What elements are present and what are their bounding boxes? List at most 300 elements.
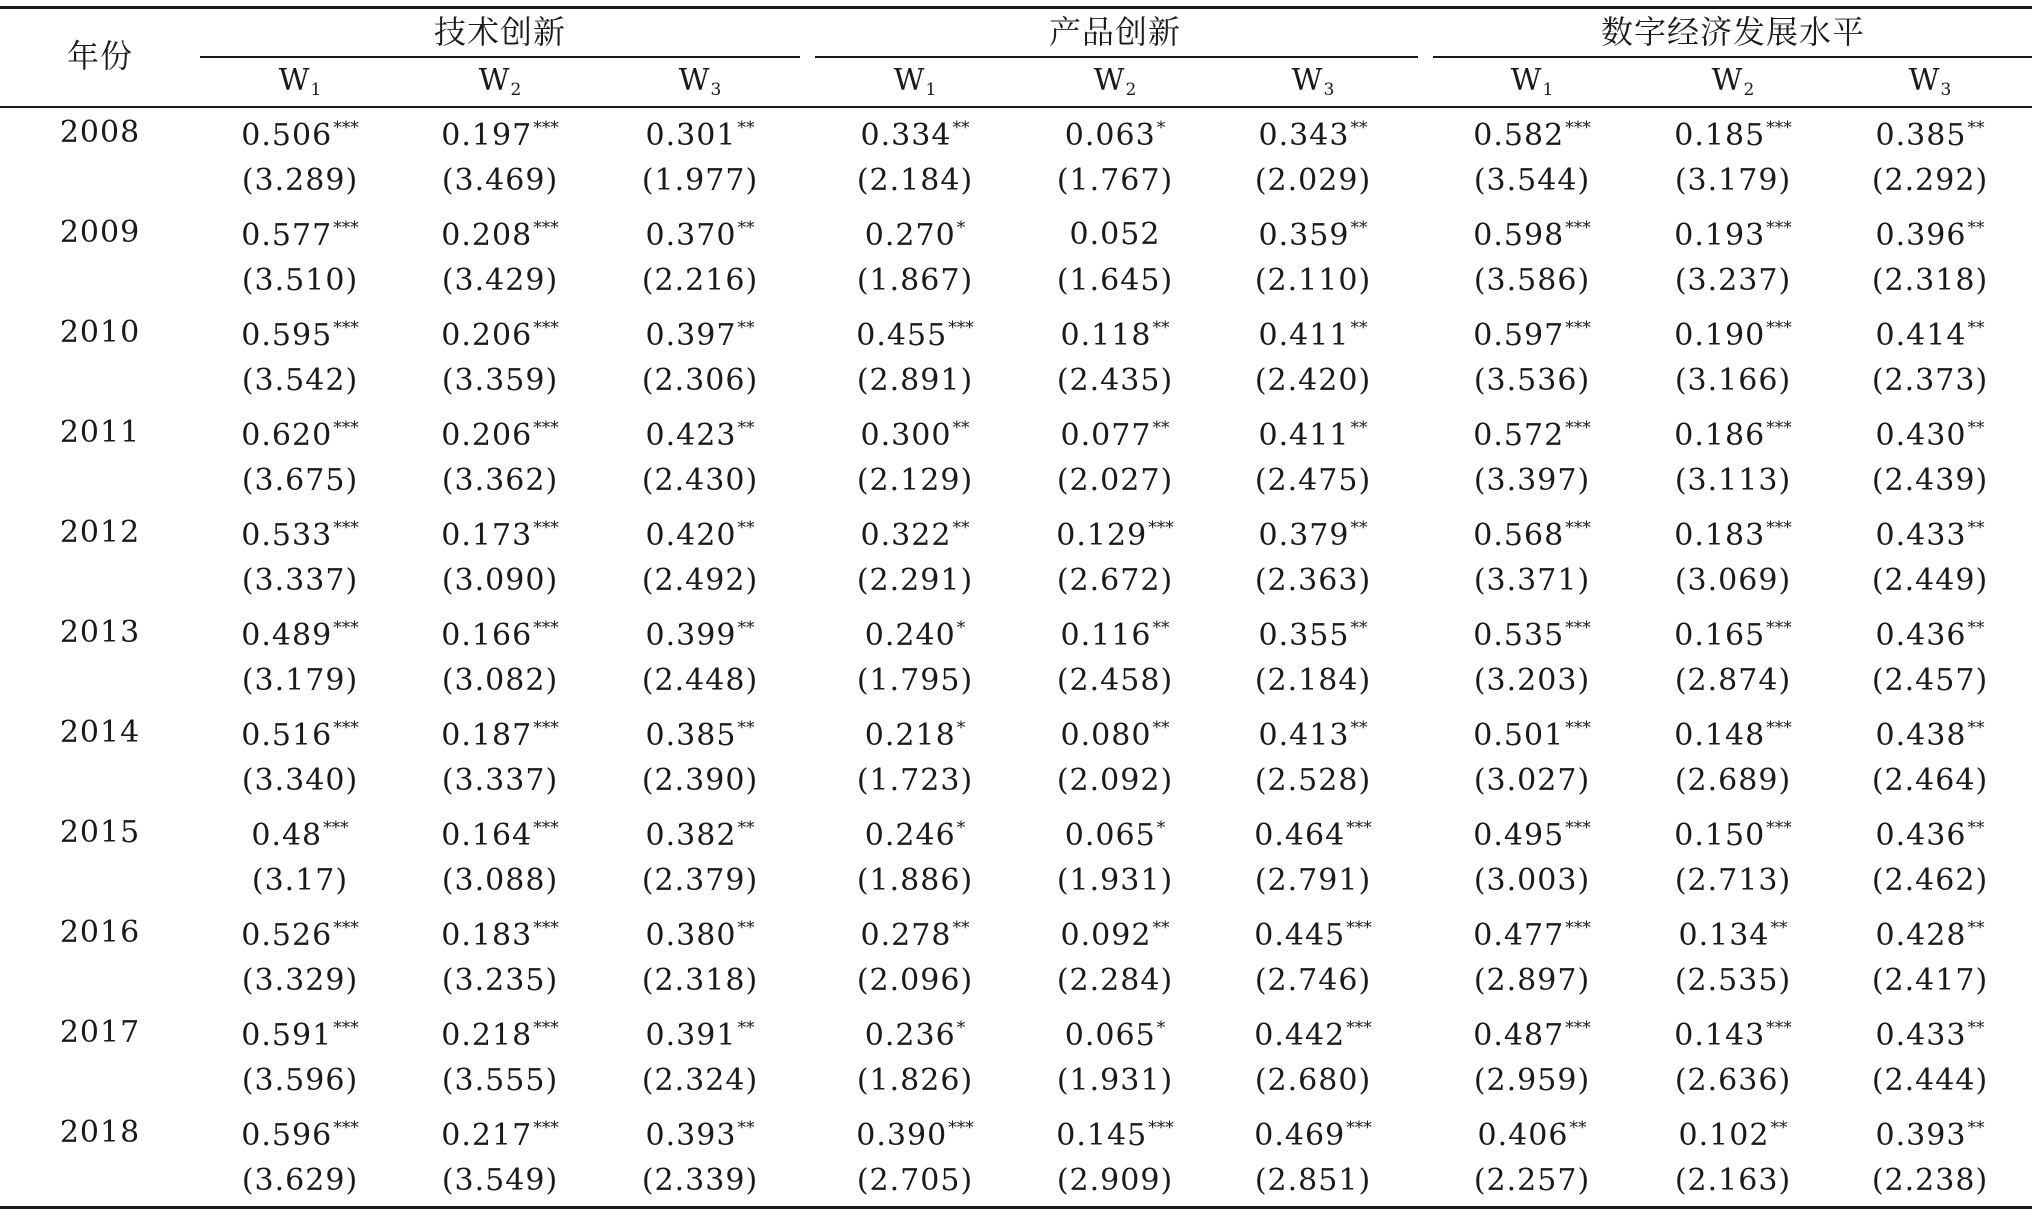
significance-stars: ** xyxy=(952,918,970,938)
significance-stars: *** xyxy=(1766,618,1792,638)
subcol-header xyxy=(1510,63,1554,100)
coefficient-cell xyxy=(1674,1020,1791,1051)
t-statistic-cell: (1.723) xyxy=(856,763,974,798)
t-statistic-cell: (2.851) xyxy=(1254,1163,1372,1198)
t-statistic-cell: (2.291) xyxy=(856,563,974,598)
significance-stars: ** xyxy=(952,518,970,538)
coefficient-value: 0.218 xyxy=(864,718,956,753)
coefficient-value: 0.300 xyxy=(860,418,952,453)
t-statistic-cell: (3.235) xyxy=(441,963,559,998)
coefficient-value: 0.206 xyxy=(441,418,533,453)
t-statistic-cell: (3.090) xyxy=(441,563,559,598)
significance-stars: *** xyxy=(333,218,359,238)
t-statistic-cell: (2.373) xyxy=(1871,363,1989,398)
coefficient-cell xyxy=(1061,320,1170,351)
coefficient-value: 0.065 xyxy=(1064,818,1156,853)
coefficient-value: 0.489 xyxy=(241,618,333,653)
significance-stars: ** xyxy=(952,418,970,438)
coefficient-cell xyxy=(1876,1120,1985,1151)
coefficient-cell xyxy=(1876,1020,1985,1051)
t-statistic-cell: (2.713) xyxy=(1674,863,1792,898)
subcol-header xyxy=(678,63,722,100)
coefficient-value: 0.166 xyxy=(441,618,533,653)
coefficient-cell xyxy=(646,120,755,151)
t-statistic-cell: (2.163) xyxy=(1674,1163,1792,1198)
significance-stars: ** xyxy=(1967,518,1985,538)
coefficient-value: 0.48 xyxy=(251,818,323,853)
coefficient-cell xyxy=(861,520,970,551)
coefficient-value: 0.501 xyxy=(1473,718,1565,753)
significance-stars: *** xyxy=(1148,518,1174,538)
subcol-header xyxy=(1711,63,1755,100)
significance-stars: * xyxy=(956,818,966,838)
t-statistic-cell: (3.003) xyxy=(1473,863,1591,898)
coefficient-value: 0.150 xyxy=(1674,818,1766,853)
coefficient-value: 0.526 xyxy=(241,918,333,953)
coefficient-value: 0.436 xyxy=(1875,618,1967,653)
significance-stars: *** xyxy=(1565,1018,1591,1038)
coefficient-cell xyxy=(241,920,358,951)
coefficient-cell xyxy=(241,1120,358,1151)
subcol-header xyxy=(893,63,937,100)
coefficient-value: 0.183 xyxy=(441,918,533,953)
t-statistic-cell: (3.179) xyxy=(241,663,359,698)
subcol-header-main: W xyxy=(478,63,511,98)
significance-stars: *** xyxy=(333,618,359,638)
coefficient-cell xyxy=(1473,1020,1590,1051)
coefficient-value: 0.533 xyxy=(241,518,333,553)
coefficient-cell xyxy=(861,120,970,151)
t-statistic-cell: (3.429) xyxy=(441,263,559,298)
significance-stars: ** xyxy=(1152,718,1170,738)
coefficient-cell xyxy=(1674,320,1791,351)
year-label: 2008 xyxy=(59,115,141,150)
t-statistic-cell: (3.675) xyxy=(241,463,359,498)
group-underline-1 xyxy=(200,56,800,58)
t-statistic-cell: (2.909) xyxy=(1056,1163,1174,1198)
significance-stars: * xyxy=(956,1018,966,1038)
t-statistic-cell: (2.458) xyxy=(1056,663,1174,698)
coefficient-value: 0.385 xyxy=(1875,118,1967,153)
significance-stars: *** xyxy=(533,918,559,938)
significance-stars: *** xyxy=(1766,818,1792,838)
t-statistic-cell: (2.464) xyxy=(1871,763,1989,798)
significance-stars: *** xyxy=(333,318,359,338)
coefficient-cell xyxy=(646,920,755,951)
coefficient-cell xyxy=(1056,1120,1173,1151)
coefficient-value: 0.399 xyxy=(645,618,737,653)
significance-stars: ** xyxy=(1770,918,1788,938)
significance-stars: *** xyxy=(1766,218,1792,238)
significance-stars: *** xyxy=(333,418,359,438)
coefficient-value: 0.411 xyxy=(1258,318,1350,353)
coefficient-cell xyxy=(441,620,558,651)
significance-stars: *** xyxy=(533,718,559,738)
table-header-rule xyxy=(0,106,2032,108)
t-statistic-cell: (3.17) xyxy=(251,863,349,898)
coefficient-value: 0.080 xyxy=(1060,718,1152,753)
t-statistic-cell: (2.705) xyxy=(856,1163,974,1198)
coefficient-cell xyxy=(1061,720,1170,751)
coefficient-cell xyxy=(441,120,558,151)
coefficient-cell xyxy=(1674,720,1791,751)
coefficient-cell xyxy=(1065,820,1165,851)
significance-stars: ** xyxy=(1350,118,1368,138)
coefficient-value: 0.236 xyxy=(864,1018,956,1053)
coefficient-cell xyxy=(241,720,358,751)
subcol-header xyxy=(478,63,522,100)
group-underline-3 xyxy=(1433,56,2032,58)
t-statistic-cell: (2.959) xyxy=(1473,1063,1591,1098)
significance-stars: *** xyxy=(533,318,559,338)
coefficient-value: 0.433 xyxy=(1875,518,1967,553)
t-statistic-cell: (3.337) xyxy=(241,563,359,598)
t-statistic-cell: (3.542) xyxy=(241,363,359,398)
coefficient-value: 0.217 xyxy=(441,1118,533,1153)
coefficient-value: 0.516 xyxy=(241,718,333,753)
significance-stars: ** xyxy=(737,918,755,938)
coefficient-cell xyxy=(1254,1120,1371,1151)
subcol-header-subscript: 2 xyxy=(1125,80,1137,100)
coefficient-cell xyxy=(1473,920,1590,951)
subcol-header-subscript: 2 xyxy=(1743,80,1755,100)
subcol-header-subscript: 3 xyxy=(710,80,722,100)
coefficient-cell xyxy=(865,620,965,651)
subcol-header-subscript: 1 xyxy=(925,80,937,100)
coefficient-cell xyxy=(241,420,358,451)
coefficient-value: 0.092 xyxy=(1060,918,1152,953)
coefficient-cell xyxy=(441,1020,558,1051)
t-statistic-cell: (2.448) xyxy=(641,663,759,698)
coefficient-cell xyxy=(1674,120,1791,151)
significance-stars: ** xyxy=(737,618,755,638)
coefficient-cell xyxy=(1254,1020,1371,1051)
coefficient-cell xyxy=(1069,217,1161,252)
significance-stars: *** xyxy=(533,818,559,838)
subcol-header-subscript: 3 xyxy=(1940,80,1952,100)
t-statistic-cell: (1.826) xyxy=(856,1063,974,1098)
coefficient-value: 0.506 xyxy=(241,118,333,153)
coefficient-value: 0.343 xyxy=(1258,118,1350,153)
coefficient-cell xyxy=(1259,720,1368,751)
coefficient-cell xyxy=(1259,120,1368,151)
coefficient-value: 0.487 xyxy=(1473,1018,1565,1053)
coefficient-value: 0.433 xyxy=(1875,1018,1967,1053)
coefficient-value: 0.572 xyxy=(1473,418,1565,453)
significance-stars: *** xyxy=(1148,1118,1174,1138)
t-statistic-cell: (2.430) xyxy=(641,463,759,498)
significance-stars: ** xyxy=(1152,418,1170,438)
table-bottom-rule xyxy=(0,1206,2032,1209)
t-statistic-cell: (2.636) xyxy=(1674,1063,1792,1098)
significance-stars: *** xyxy=(1766,418,1792,438)
t-statistic-cell: (3.329) xyxy=(241,963,359,998)
coefficient-cell xyxy=(1478,1120,1587,1151)
t-statistic-cell: (1.931) xyxy=(1056,1063,1174,1098)
t-statistic-cell: (2.363) xyxy=(1254,563,1372,598)
coefficient-value: 0.455 xyxy=(856,318,948,353)
t-statistic-cell: (3.536) xyxy=(1473,363,1591,398)
coefficient-value: 0.322 xyxy=(860,518,952,553)
coefficient-cell xyxy=(441,820,558,851)
coefficient-value: 0.301 xyxy=(645,118,737,153)
significance-stars: *** xyxy=(333,118,359,138)
t-statistic-cell: (2.689) xyxy=(1674,763,1792,798)
t-statistic-cell: (3.337) xyxy=(441,763,559,798)
coefficient-value: 0.208 xyxy=(441,218,533,253)
coefficient-cell xyxy=(865,720,965,751)
coefficient-cell xyxy=(646,420,755,451)
t-statistic-cell: (3.166) xyxy=(1674,363,1792,398)
coefficient-cell xyxy=(441,1120,558,1151)
coefficient-cell xyxy=(441,220,558,251)
t-statistic-cell: (1.977) xyxy=(641,163,759,198)
significance-stars: *** xyxy=(323,818,349,838)
t-statistic-cell: (2.390) xyxy=(641,763,759,798)
significance-stars: *** xyxy=(533,518,559,538)
t-statistic-cell: (2.184) xyxy=(856,163,974,198)
t-statistic-cell: (3.397) xyxy=(1473,463,1591,498)
coefficient-cell xyxy=(1876,120,1985,151)
subcol-header-main: W xyxy=(678,63,711,98)
coefficient-cell xyxy=(1259,520,1368,551)
coefficient-cell xyxy=(1061,420,1170,451)
significance-stars: ** xyxy=(1967,718,1985,738)
coefficient-cell xyxy=(441,420,558,451)
coefficient-cell xyxy=(1473,820,1590,851)
significance-stars: * xyxy=(956,618,966,638)
subcol-header-main: W xyxy=(1093,63,1126,98)
significance-stars: *** xyxy=(533,118,559,138)
coefficient-cell xyxy=(1259,420,1368,451)
year-label: 2010 xyxy=(59,315,141,350)
subcol-header-main: W xyxy=(1510,63,1543,98)
t-statistic-cell: (2.029) xyxy=(1254,163,1372,198)
coefficient-value: 0.370 xyxy=(645,218,737,253)
coefficient-cell xyxy=(1065,120,1165,151)
t-statistic-cell: (3.544) xyxy=(1473,163,1591,198)
coefficient-cell xyxy=(441,920,558,951)
significance-stars: ** xyxy=(1350,518,1368,538)
coefficient-value: 0.164 xyxy=(441,818,533,853)
coefficient-value: 0.577 xyxy=(241,218,333,253)
coefficient-value: 0.218 xyxy=(441,1018,533,1053)
coefficient-cell xyxy=(861,420,970,451)
subcol-header-main: W xyxy=(1291,63,1324,98)
t-statistic-cell: (2.027) xyxy=(1056,463,1174,498)
coefficient-cell xyxy=(1473,320,1590,351)
significance-stars: ** xyxy=(737,1018,755,1038)
t-statistic-cell: (2.535) xyxy=(1674,963,1792,998)
significance-stars: ** xyxy=(1967,1018,1985,1038)
t-statistic-cell: (2.110) xyxy=(1254,263,1372,298)
significance-stars: *** xyxy=(1766,718,1792,738)
coefficient-value: 0.597 xyxy=(1473,318,1565,353)
year-label: 2012 xyxy=(59,515,141,550)
significance-stars: *** xyxy=(1565,418,1591,438)
coefficient-cell xyxy=(1473,120,1590,151)
t-statistic-cell: (3.289) xyxy=(241,163,359,198)
t-statistic-cell: (3.629) xyxy=(241,1163,359,1198)
coefficient-cell xyxy=(1674,620,1791,651)
coefficient-value: 0.582 xyxy=(1473,118,1565,153)
t-statistic-cell: (2.457) xyxy=(1871,663,1989,698)
year-label: 2014 xyxy=(59,715,141,750)
t-statistic-cell: (3.371) xyxy=(1473,563,1591,598)
coefficient-value: 0.385 xyxy=(645,718,737,753)
t-statistic-cell: (2.129) xyxy=(856,463,974,498)
year-label: 2016 xyxy=(59,915,141,950)
coefficient-cell xyxy=(1876,420,1985,451)
t-statistic-cell: (2.318) xyxy=(641,963,759,998)
coefficient-value: 0.278 xyxy=(860,918,952,953)
subcol-header xyxy=(1291,63,1335,100)
t-statistic-cell: (2.292) xyxy=(1871,163,1989,198)
significance-stars: *** xyxy=(1565,118,1591,138)
t-statistic-cell: (2.092) xyxy=(1056,763,1174,798)
significance-stars: * xyxy=(956,218,966,238)
coefficient-value: 0.246 xyxy=(864,818,956,853)
coefficient-value: 0.423 xyxy=(645,418,737,453)
t-statistic-cell: (2.672) xyxy=(1056,563,1174,598)
year-label: 2017 xyxy=(59,1015,141,1050)
coefficient-cell xyxy=(1876,320,1985,351)
t-statistic-cell: (2.306) xyxy=(641,363,759,398)
coefficient-cell xyxy=(865,1020,965,1051)
coefficient-value: 0.052 xyxy=(1069,217,1161,252)
t-statistic-cell: (3.555) xyxy=(441,1063,559,1098)
coefficient-value: 0.355 xyxy=(1258,618,1350,653)
significance-stars: ** xyxy=(1569,1118,1587,1138)
coefficient-cell xyxy=(1674,220,1791,251)
t-statistic-cell: (2.420) xyxy=(1254,363,1372,398)
coefficient-value: 0.469 xyxy=(1254,1118,1346,1153)
t-statistic-cell: (3.549) xyxy=(441,1163,559,1198)
significance-stars: *** xyxy=(1766,1018,1792,1038)
group-underline-2 xyxy=(815,56,1418,58)
coefficient-cell xyxy=(1473,620,1590,651)
coefficient-value: 0.165 xyxy=(1674,618,1766,653)
coefficient-cell xyxy=(441,720,558,751)
t-statistic-cell: (3.362) xyxy=(441,463,559,498)
significance-stars: ** xyxy=(1350,418,1368,438)
significance-stars: ** xyxy=(1350,318,1368,338)
coefficient-cell xyxy=(441,320,558,351)
significance-stars: *** xyxy=(1565,918,1591,938)
coefficient-cell xyxy=(865,820,965,851)
t-statistic-cell: (2.096) xyxy=(856,963,974,998)
significance-stars: ** xyxy=(737,518,755,538)
coefficient-value: 0.186 xyxy=(1674,418,1766,453)
significance-stars: ** xyxy=(737,318,755,338)
coefficient-cell xyxy=(1679,1120,1788,1151)
t-statistic-cell: (2.339) xyxy=(641,1163,759,1198)
significance-stars: ** xyxy=(1967,318,1985,338)
t-statistic-cell: (3.596) xyxy=(241,1063,359,1098)
year-column-header: 年份 xyxy=(66,37,134,75)
coefficient-value: 0.477 xyxy=(1473,918,1565,953)
t-statistic-cell: (3.510) xyxy=(241,263,359,298)
coefficient-value: 0.359 xyxy=(1258,218,1350,253)
subcol-header xyxy=(1908,63,1952,100)
significance-stars: ** xyxy=(737,1118,755,1138)
group-header-1: 技术创新 xyxy=(433,13,567,51)
coefficient-cell xyxy=(1473,720,1590,751)
significance-stars: *** xyxy=(1766,118,1792,138)
t-statistic-cell: (2.379) xyxy=(641,863,759,898)
coefficient-value: 0.129 xyxy=(1056,518,1148,553)
coefficient-cell xyxy=(1876,620,1985,651)
coefficient-value: 0.411 xyxy=(1258,418,1350,453)
t-statistic-cell: (2.791) xyxy=(1254,863,1372,898)
significance-stars: *** xyxy=(333,1118,359,1138)
significance-stars: *** xyxy=(1565,718,1591,738)
significance-stars: * xyxy=(1156,118,1166,138)
t-statistic-cell: (1.931) xyxy=(1056,863,1174,898)
significance-stars: ** xyxy=(1967,618,1985,638)
significance-stars: ** xyxy=(1350,618,1368,638)
coefficient-value: 0.413 xyxy=(1258,718,1350,753)
coefficient-value: 0.568 xyxy=(1473,518,1565,553)
subcol-header-subscript: 1 xyxy=(1542,80,1554,100)
significance-stars: ** xyxy=(737,418,755,438)
significance-stars: ** xyxy=(1967,418,1985,438)
t-statistic-cell: (2.184) xyxy=(1254,663,1372,698)
t-statistic-cell: (3.237) xyxy=(1674,263,1792,298)
t-statistic-cell: (1.795) xyxy=(856,663,974,698)
significance-stars: ** xyxy=(1152,318,1170,338)
coefficient-cell xyxy=(241,220,358,251)
significance-stars: *** xyxy=(1565,218,1591,238)
table-top-rule xyxy=(0,6,2032,9)
coefficient-cell xyxy=(1674,420,1791,451)
significance-stars: ** xyxy=(737,718,755,738)
coefficient-cell xyxy=(646,220,755,251)
t-statistic-cell: (3.082) xyxy=(441,663,559,698)
coefficient-value: 0.134 xyxy=(1678,918,1770,953)
t-statistic-cell: (3.027) xyxy=(1473,763,1591,798)
subcol-header xyxy=(278,63,322,100)
coefficient-cell xyxy=(1473,420,1590,451)
coefficient-cell xyxy=(1259,620,1368,651)
t-statistic-cell: (2.238) xyxy=(1871,1163,1989,1198)
coefficient-value: 0.436 xyxy=(1875,818,1967,853)
significance-stars: ** xyxy=(1967,118,1985,138)
coefficient-value: 0.595 xyxy=(241,318,333,353)
year-label: 2011 xyxy=(59,415,141,450)
coefficient-cell xyxy=(1679,920,1788,951)
coefficient-value: 0.438 xyxy=(1875,718,1967,753)
coefficient-value: 0.382 xyxy=(645,818,737,853)
coefficient-value: 0.495 xyxy=(1473,818,1565,853)
coefficient-cell xyxy=(646,820,755,851)
year-label: 2015 xyxy=(59,815,141,850)
coefficient-cell xyxy=(241,120,358,151)
coefficient-cell xyxy=(1061,920,1170,951)
significance-stars: * xyxy=(1156,818,1166,838)
coefficient-value: 0.187 xyxy=(441,718,533,753)
coefficient-value: 0.464 xyxy=(1254,818,1346,853)
group-header-2: 产品创新 xyxy=(1048,13,1182,51)
year-label: 2013 xyxy=(59,615,141,650)
t-statistic-cell: (2.891) xyxy=(856,363,974,398)
coefficient-value: 0.393 xyxy=(1875,1118,1967,1153)
subcol-header-main: W xyxy=(1711,63,1744,98)
subcol-header-subscript: 2 xyxy=(510,80,522,100)
t-statistic-cell: (2.897) xyxy=(1473,963,1591,998)
t-statistic-cell: (2.462) xyxy=(1871,863,1989,898)
t-statistic-cell: (2.284) xyxy=(1056,963,1174,998)
